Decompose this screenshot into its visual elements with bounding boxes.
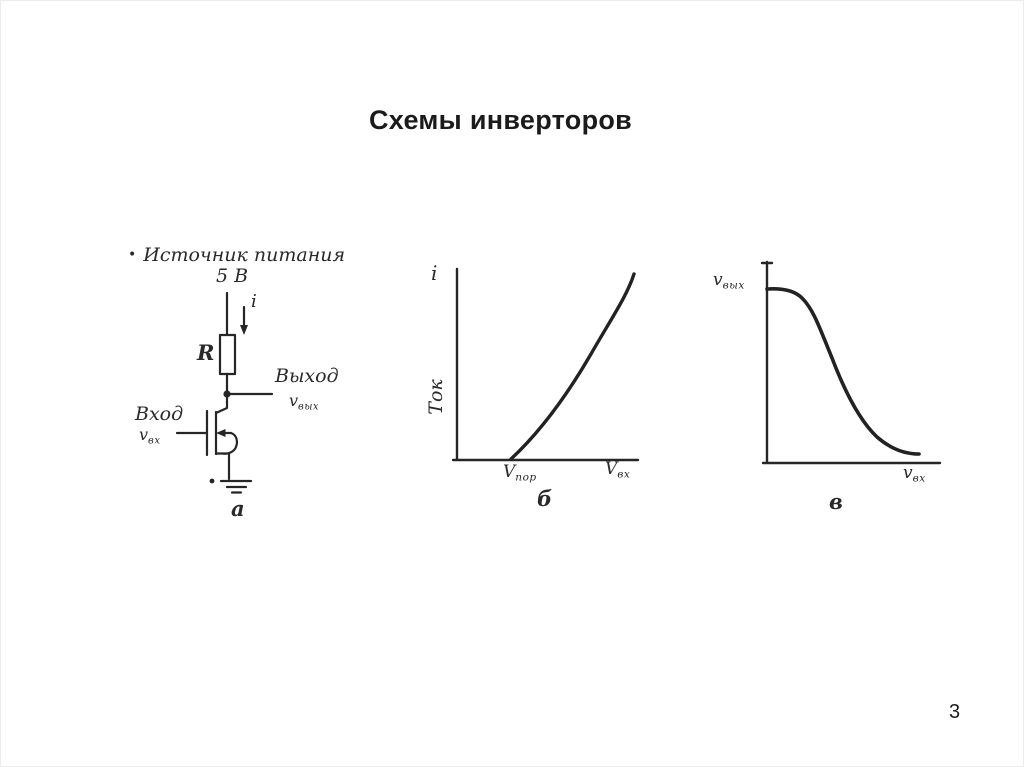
- input-voltage-base: v: [139, 425, 149, 444]
- output-label: Выход: [275, 365, 339, 387]
- mosfet-drain-wire: [216, 397, 227, 413]
- threshold-voltage-base: V: [503, 462, 516, 482]
- transfer-curve: [767, 289, 919, 454]
- transfer-y-base: v: [713, 270, 723, 290]
- mosfet-body-loop: [216, 433, 237, 454]
- current-x-sub: вх: [617, 468, 631, 481]
- power-source-label: [128, 246, 345, 266]
- resistor-body: [220, 335, 235, 374]
- page-number: 3: [949, 701, 961, 723]
- figure-artwork: [1, 1, 1024, 767]
- output-voltage-label: [289, 393, 319, 413]
- transfer-y-sub: вых: [722, 279, 745, 292]
- inverter-circuit-drawing: [177, 293, 272, 493]
- input-voltage-sub: вх: [148, 435, 161, 447]
- current-symbol-label: i: [251, 291, 257, 312]
- current-graph-y-top-label: i: [431, 261, 438, 285]
- power-source-text: Источник питания: [143, 244, 346, 266]
- supply-voltage-label: 5 В: [216, 265, 249, 287]
- transfer-x-base: v: [903, 463, 913, 483]
- current-graph-axes: [453, 269, 638, 460]
- panel-a-caption: а: [231, 496, 245, 521]
- panel-v-caption: в: [829, 489, 843, 514]
- panel-b-caption: б: [537, 486, 553, 511]
- transfer-x-sub: вх: [912, 472, 926, 485]
- ground-symbol: [210, 479, 251, 493]
- input-label: Вход: [135, 403, 184, 425]
- transfer-graph-drawing: [762, 262, 940, 463]
- input-voltage-label: [139, 427, 160, 447]
- threshold-voltage-label: [503, 464, 537, 484]
- output-voltage-sub: вых: [298, 401, 319, 413]
- current-arrow: [240, 307, 248, 335]
- transfer-graph-y-axis-label: [713, 272, 745, 292]
- current-x-base: V: [605, 459, 618, 479]
- threshold-voltage-sub: пор: [515, 471, 537, 484]
- output-voltage-base: v: [289, 391, 299, 410]
- bullet-icon: •: [128, 247, 137, 263]
- resistor-label: R: [197, 340, 215, 365]
- current-curve: [511, 274, 634, 459]
- current-graph-drawing: [453, 269, 638, 460]
- current-graph-x-axis-label: [605, 461, 630, 481]
- transfer-graph-x-axis-label: [903, 465, 926, 485]
- mosfet-body-arrow: [216, 429, 231, 437]
- page-title: Схемы инверторов: [369, 105, 633, 135]
- current-graph-y-axis-label: Ток: [425, 379, 447, 415]
